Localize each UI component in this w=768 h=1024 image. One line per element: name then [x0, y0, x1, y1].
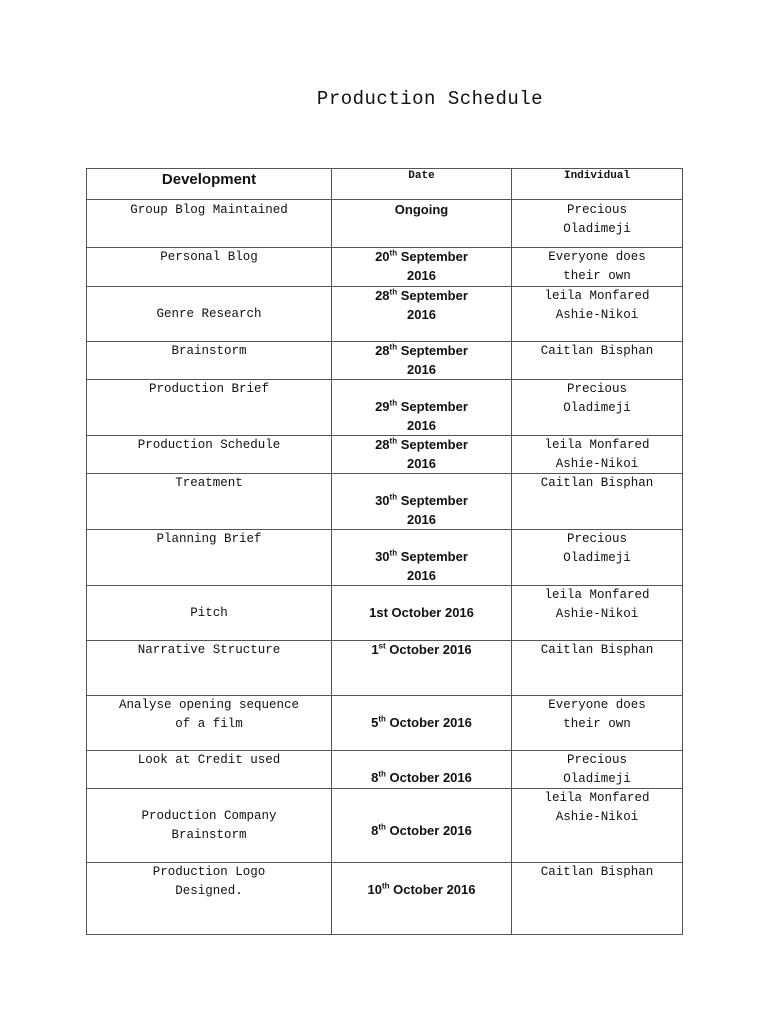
page-title: Production Schedule	[316, 88, 544, 110]
table-row	[87, 530, 683, 586]
task-cell: Personal Blog	[87, 248, 332, 287]
individual-cell: Precious Oladimeji	[512, 530, 683, 586]
table-row	[87, 474, 683, 530]
date-cell: 28th September 2016	[332, 342, 512, 380]
task-cell: Production Company Brainstorm	[87, 789, 332, 863]
individual-cell: Precious Oladimeji	[512, 200, 683, 248]
task-cell: Look at Credit used	[87, 751, 332, 789]
date-cell: 8th October 2016	[332, 751, 512, 789]
individual-cell: Caitlan Bisphan	[512, 863, 683, 935]
date-cell: 20th September 2016	[332, 248, 512, 287]
individual-cell: Caitlan Bisphan	[512, 474, 683, 530]
table-row	[87, 287, 683, 342]
individual-cell: leila Monfared Ashie-Nikoi	[512, 789, 683, 863]
individual-cell: leila Monfared Ashie-Nikoi	[512, 287, 683, 342]
table-row	[87, 200, 683, 248]
date-cell: 1st October 2016	[332, 641, 512, 696]
table-row	[87, 380, 683, 436]
task-cell: Brainstorm	[87, 342, 332, 380]
individual-cell: leila Monfared Ashie-Nikoi	[512, 586, 683, 641]
task-cell: Narrative Structure	[87, 641, 332, 696]
individual-cell: Everyone does their own	[512, 248, 683, 287]
task-cell: Planning Brief	[87, 530, 332, 586]
task-cell: Treatment	[87, 474, 332, 530]
task-cell: Production Schedule	[87, 436, 332, 474]
date-cell: 5th October 2016	[332, 696, 512, 751]
task-cell: Analyse opening sequence of a film	[87, 696, 332, 751]
task-cell: Genre Research	[87, 287, 332, 342]
header-individual: Individual	[512, 169, 683, 200]
task-cell: Pitch	[87, 586, 332, 641]
table-row	[87, 789, 683, 863]
date-cell: 29th September 2016	[332, 380, 512, 436]
table-row	[87, 248, 683, 287]
schedule-table	[86, 168, 683, 935]
individual-cell: Everyone does their own	[512, 696, 683, 751]
table-row	[87, 641, 683, 696]
date-cell: 10th October 2016	[332, 863, 512, 935]
table-row	[87, 863, 683, 935]
date-cell: Ongoing	[332, 200, 512, 248]
task-cell: Production Brief	[87, 380, 332, 436]
date-cell: 30th September 2016	[332, 530, 512, 586]
table-row	[87, 342, 683, 380]
individual-cell: Caitlan Bisphan	[512, 342, 683, 380]
date-cell: 28th September 2016	[332, 436, 512, 474]
table-row	[87, 696, 683, 751]
header-date: Date	[332, 169, 512, 200]
date-cell: 1st October 2016	[332, 586, 512, 641]
table-row	[87, 751, 683, 789]
date-cell: 28th September 2016	[332, 287, 512, 342]
table-row	[87, 436, 683, 474]
individual-cell: Precious Oladimeji	[512, 380, 683, 436]
date-cell: 8th October 2016	[332, 789, 512, 863]
date-cell: 30th September 2016	[332, 474, 512, 530]
individual-cell: Caitlan Bisphan	[512, 641, 683, 696]
table-row	[87, 586, 683, 641]
task-cell: Group Blog Maintained	[87, 200, 332, 248]
header-development: Development	[87, 169, 332, 200]
task-cell: Production Logo Designed.	[87, 863, 332, 935]
header-row	[87, 169, 683, 200]
individual-cell: Precious Oladimeji	[512, 751, 683, 789]
individual-cell: leila Monfared Ashie-Nikoi	[512, 436, 683, 474]
